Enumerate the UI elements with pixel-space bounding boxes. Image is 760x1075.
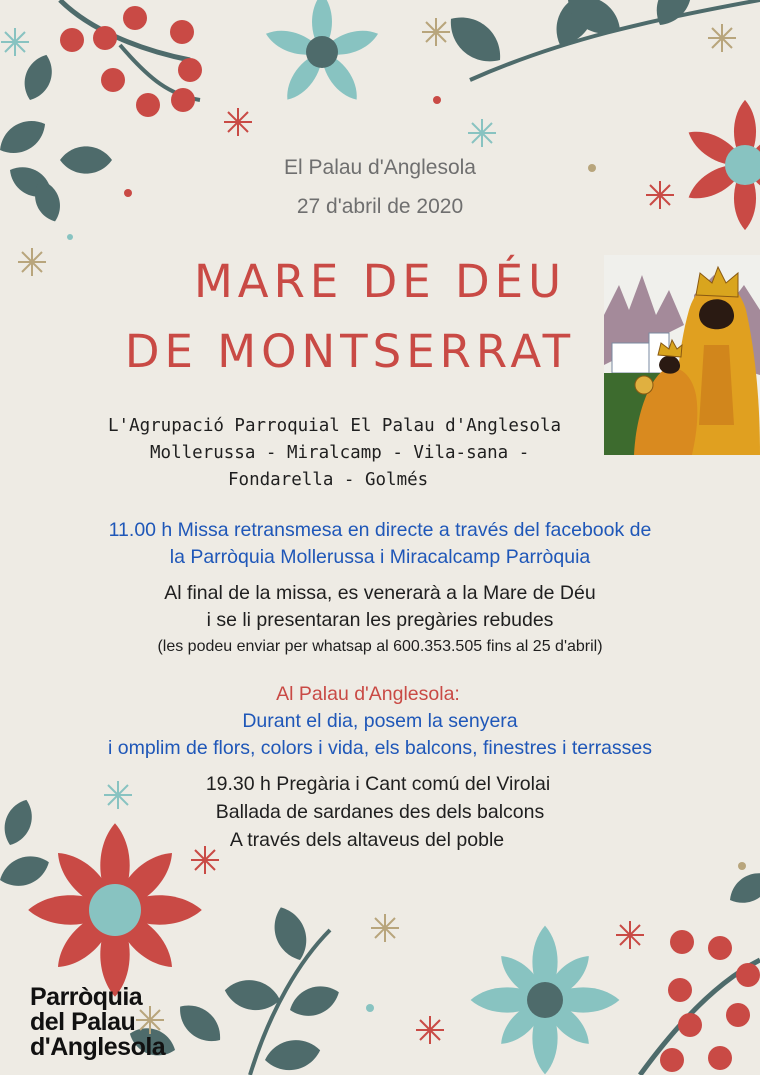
parishes-line-3: Fondarella - Golmés: [228, 470, 429, 490]
evening-line-3: A través dels altaveus del poble: [229, 829, 505, 851]
palau-line-2: i omplim de flors, colors i vida, els balcons, finestres i terrasses: [107, 737, 653, 759]
title-line-2: DE MONTSERRAT: [124, 325, 576, 378]
palau-heading: Al Palau d'Anglesola:: [276, 683, 460, 705]
berry-branch-bottom-right: [640, 865, 760, 1075]
location-line: El Palau d'Anglesola: [284, 156, 476, 179]
title-line-1: MARE DE DÉU: [193, 255, 567, 308]
leaves-top-right: [440, 0, 760, 80]
mass-line-1: 11.00 h Missa retransmesa en directe a través del facebook de: [108, 519, 652, 541]
whatsapp-note: (les podeu enviar per whatsap al 600.353.505 fins al 25 d'abril): [157, 638, 603, 655]
sparkles-red: [191, 108, 674, 1044]
parishes-line-1: L'Agrupació Parroquial El Palau d'Anglesola: [108, 416, 562, 436]
evening-line-2: Ballada de sardanes des dels balcons: [215, 801, 545, 823]
parish-logo: [30, 985, 165, 1060]
logo-line-1: Parròquia: [30, 983, 143, 1011]
mass-after-line-1: Al final de la missa, es venerarà a la Mare de Déu: [164, 582, 596, 604]
berry-branch-top-left: [60, 0, 202, 117]
logo-line-2: del Palau: [30, 1008, 136, 1036]
evening-line-1: 19.30 h Pregària i Cant comú del Virolai: [205, 773, 551, 795]
teal-flower-bottom: [471, 926, 620, 1075]
parishes-line-2: Mollerussa - Miralcamp - Vila-sana -: [150, 443, 530, 463]
date-line: 27 d'abril de 2020: [296, 195, 464, 218]
mass-after-line-2: i se li presentaran les pregàries rebudes: [206, 609, 554, 631]
teal-flower-top: [263, 0, 381, 106]
mass-line-2: la Parròquia Mollerussa i Miracalcamp Parròquia: [169, 546, 591, 568]
palau-line-1: Durant el dia, posem la senyera: [242, 710, 518, 732]
logo-line-3: d'Anglesola: [30, 1033, 166, 1061]
